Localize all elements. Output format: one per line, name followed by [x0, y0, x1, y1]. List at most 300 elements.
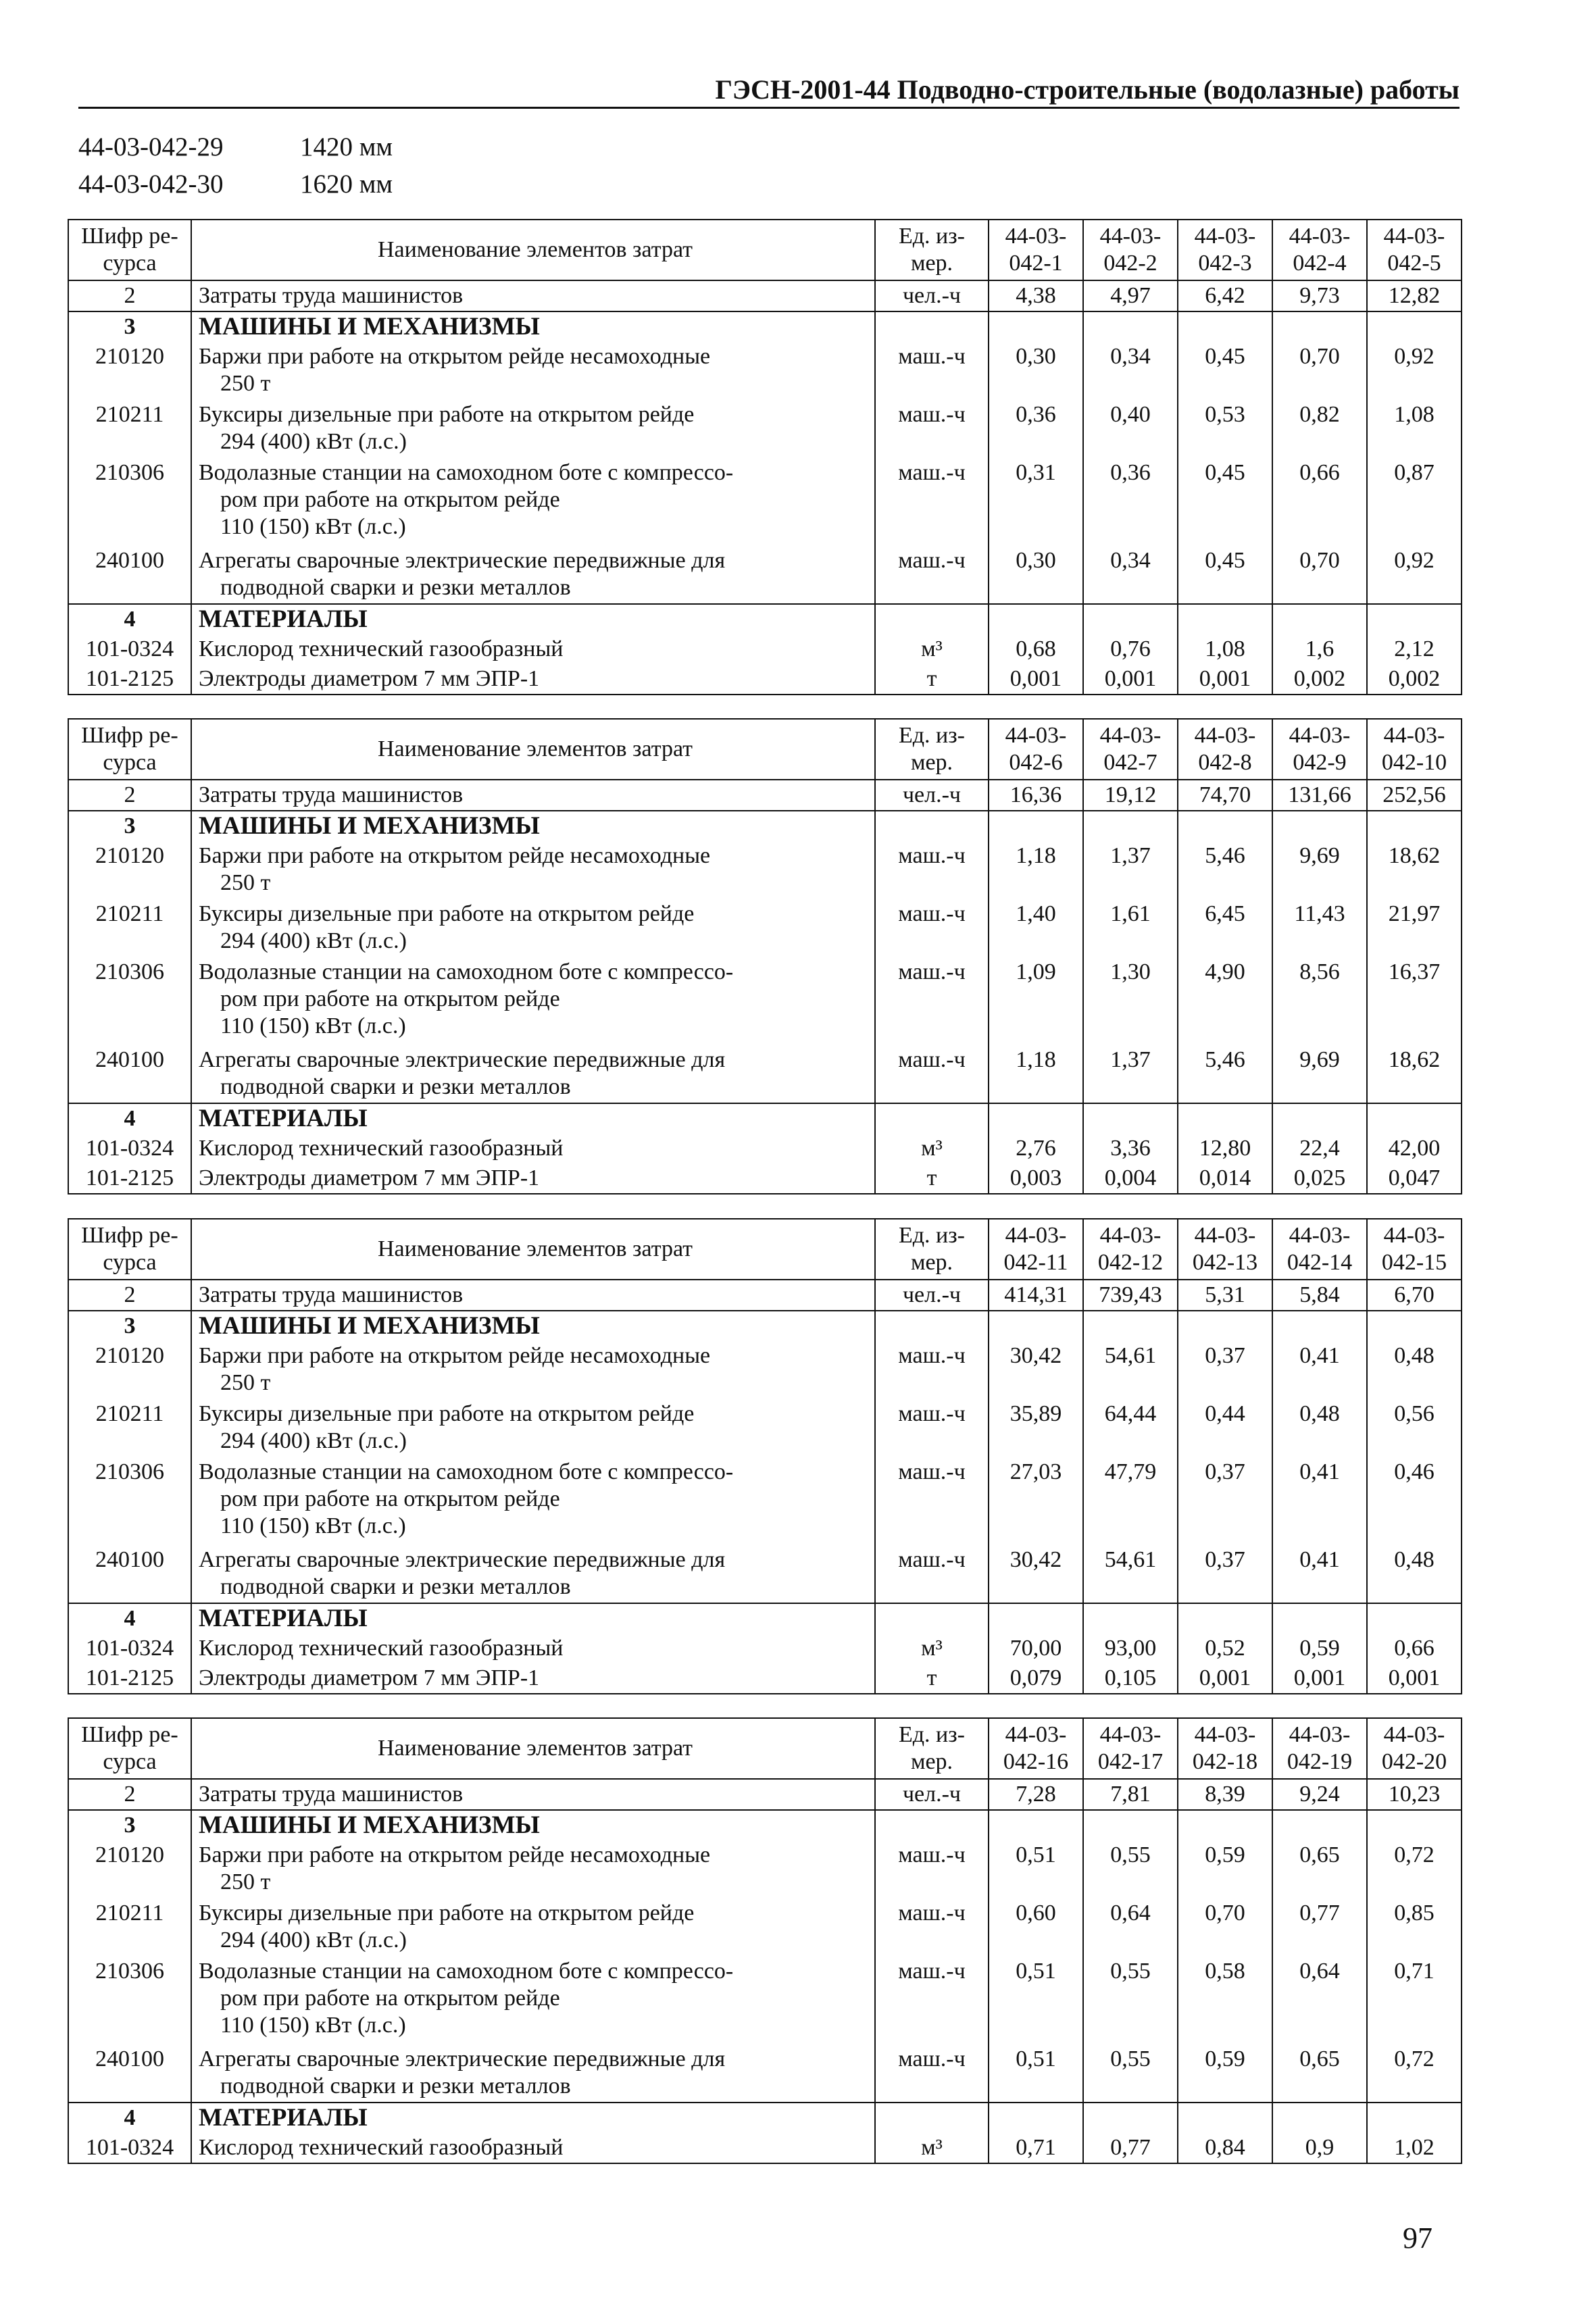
- value-cell: 35,89: [989, 1399, 1083, 1457]
- value-cell: 0,40: [1083, 400, 1178, 458]
- table-row: [68, 1779, 1462, 1810]
- table-row: [68, 1545, 1462, 1603]
- resource-code-cell: 101-2125: [68, 664, 191, 695]
- resource-code-cell: 2: [68, 1779, 191, 1810]
- value-cell: [1083, 1810, 1178, 1840]
- header-norm-code: 042-18: [1192, 1749, 1258, 1774]
- header-norm-code: 44-03-: [1099, 1722, 1162, 1747]
- header-name-cell: [191, 1718, 875, 1779]
- resource-name: Кислород технический газообразный: [199, 1636, 564, 1661]
- header-norm-cell: [1178, 220, 1272, 280]
- header-norm-code: 042-2: [1103, 251, 1157, 276]
- resource-name-continuation: 294 (400) кВт (л.с.): [220, 1428, 407, 1453]
- header-unit-label: Ед. из-: [898, 1722, 965, 1747]
- resource-code-cell: 101-0324: [68, 634, 191, 664]
- resource-name: Водолазные станции на самоходном боте с компрессо-: [199, 1959, 734, 1984]
- resource-name: Агрегаты сварочные электрические передвижные для: [199, 2046, 726, 2071]
- value-cell: 0,001: [1178, 664, 1272, 695]
- header-norm-code: 44-03-: [1194, 723, 1256, 748]
- unit-cell: [875, 1810, 989, 1840]
- header-norm-code: 042-6: [1009, 750, 1063, 775]
- header-norm-cell: [1272, 719, 1367, 780]
- value-cell: 0,30: [989, 546, 1083, 604]
- resource-name-cell: [191, 342, 875, 400]
- value-cell: [989, 604, 1083, 634]
- value-cell: 252,56: [1367, 780, 1462, 811]
- value-cell: 0,77: [1083, 2133, 1178, 2163]
- header-norm-cell: [1272, 1718, 1367, 1779]
- header-norm-cell: [989, 1718, 1083, 1779]
- value-cell: 0,003: [989, 1163, 1083, 1194]
- section-title-cell: [191, 1311, 875, 1341]
- value-cell: 0,51: [989, 1840, 1083, 1898]
- value-cell: 0,45: [1178, 546, 1272, 604]
- resource-code-cell: 101-2125: [68, 1163, 191, 1194]
- header-norm-code: 042-8: [1198, 750, 1252, 775]
- header-norm-cell: [989, 1219, 1083, 1280]
- value-cell: 1,61: [1083, 899, 1178, 957]
- norm-size: 1620 мм: [300, 170, 393, 199]
- header-code-cell: [68, 220, 191, 280]
- table-row: [68, 1280, 1462, 1311]
- table-row: [68, 400, 1462, 458]
- value-cell: [1083, 1311, 1178, 1341]
- unit-cell: маш.-ч: [875, 546, 989, 604]
- section-title-cell: [191, 1103, 875, 1134]
- header-norm-code: 44-03-: [1383, 1223, 1445, 1248]
- value-cell: 93,00: [1083, 1634, 1178, 1663]
- header-norm-cell: [1272, 220, 1367, 280]
- value-cell: [1367, 2103, 1462, 2133]
- header-norm-code: 44-03-: [1005, 1722, 1067, 1747]
- value-cell: [989, 311, 1083, 342]
- resource-name-continuation: ром при работе на открытом рейде: [220, 1986, 560, 2011]
- value-cell: 0,77: [1272, 1898, 1367, 1957]
- unit-cell: м³: [875, 1134, 989, 1163]
- header-unit-cell: [875, 220, 989, 280]
- header-norm-code: 44-03-: [1005, 224, 1067, 249]
- value-cell: [989, 2103, 1083, 2133]
- resource-code-cell: 210306: [68, 1457, 191, 1545]
- header-norm-code: 042-3: [1198, 251, 1252, 276]
- value-cell: [1272, 1810, 1367, 1840]
- table-row: [68, 2133, 1462, 2163]
- value-cell: 0,66: [1272, 458, 1367, 546]
- header-norm-cell: [1178, 1718, 1272, 1779]
- value-cell: [1178, 1603, 1272, 1634]
- value-cell: 0,92: [1367, 546, 1462, 604]
- resource-code-cell: 210120: [68, 1840, 191, 1898]
- section-row: [68, 2103, 1462, 2133]
- unit-cell: чел.-ч: [875, 280, 989, 311]
- header-norm-code: 042-19: [1287, 1749, 1353, 1774]
- value-cell: 0,55: [1083, 1840, 1178, 1898]
- value-cell: 0,45: [1178, 458, 1272, 546]
- running-header: ГЭСН-2001-44 Подводно-строительные (водолазные) работы: [715, 74, 1460, 105]
- value-cell: [1367, 1311, 1462, 1341]
- resource-name-continuation: 110 (150) кВт (л.с.): [220, 1013, 406, 1038]
- unit-cell: чел.-ч: [875, 1280, 989, 1311]
- value-cell: 21,97: [1367, 899, 1462, 957]
- value-cell: [1272, 2103, 1367, 2133]
- resource-name-cell: [191, 634, 875, 664]
- section-row: [68, 604, 1462, 634]
- value-cell: 54,61: [1083, 1545, 1178, 1603]
- header-norm-code: 042-15: [1381, 1250, 1447, 1275]
- resource-name-continuation: ром при работе на открытом рейде: [220, 1486, 560, 1511]
- value-cell: 74,70: [1178, 780, 1272, 811]
- value-cell: 6,42: [1178, 280, 1272, 311]
- table-row: [68, 1163, 1462, 1194]
- value-cell: 0,001: [1367, 1663, 1462, 1694]
- header-norm-cell: [1083, 1219, 1178, 1280]
- value-cell: 6,70: [1367, 1280, 1462, 1311]
- value-cell: 1,30: [1083, 957, 1178, 1045]
- value-cell: 1,37: [1083, 841, 1178, 899]
- value-cell: 3,36: [1083, 1134, 1178, 1163]
- resource-name-cell: [191, 2044, 875, 2103]
- resource-name-continuation: 110 (150) кВт (л.с.): [220, 514, 406, 539]
- section-title: МАШИНЫ И МЕХАНИЗМЫ: [199, 1811, 540, 1839]
- value-cell: 0,71: [1367, 1957, 1462, 2044]
- value-cell: 8,39: [1178, 1779, 1272, 1810]
- table-header-row: [68, 1718, 1462, 1779]
- header-rule: [78, 107, 1460, 109]
- resource-name-cell: [191, 899, 875, 957]
- unit-cell: маш.-ч: [875, 400, 989, 458]
- value-cell: 0,37: [1178, 1341, 1272, 1399]
- value-cell: 0,001: [1272, 1663, 1367, 1694]
- section-title-cell: [191, 1810, 875, 1840]
- header-name-cell: [191, 1219, 875, 1280]
- value-cell: 2,12: [1367, 634, 1462, 664]
- resource-name: Электроды диаметром 7 мм ЭПР-1: [199, 1665, 540, 1690]
- page-number: 97: [1403, 2221, 1432, 2255]
- header-norm-code: 042-16: [1003, 1749, 1069, 1774]
- resource-code-cell: 101-0324: [68, 1634, 191, 1663]
- table-row: [68, 1341, 1462, 1399]
- value-cell: 0,105: [1083, 1663, 1178, 1694]
- resource-name: Кислород технический газообразный: [199, 2135, 564, 2160]
- value-cell: 0,51: [989, 2044, 1083, 2103]
- header-norm-code: 44-03-: [1099, 224, 1162, 249]
- value-cell: 12,80: [1178, 1134, 1272, 1163]
- header-norm-code: 042-10: [1381, 750, 1447, 775]
- resource-name: Баржи при работе на открытом рейде несамоходные: [199, 1842, 711, 1867]
- header-norm-code: 042-13: [1192, 1250, 1258, 1275]
- value-cell: 0,41: [1272, 1341, 1367, 1399]
- value-cell: 0,65: [1272, 1840, 1367, 1898]
- header-norm-cell: [1367, 1718, 1462, 1779]
- value-cell: 131,66: [1272, 780, 1367, 811]
- header-norm-code: 44-03-: [1383, 224, 1445, 249]
- resource-name-cell: [191, 664, 875, 695]
- resource-name-continuation: 110 (150) кВт (л.с.): [220, 1513, 406, 1538]
- header-code-cell: [68, 719, 191, 780]
- header-norm-code: 44-03-: [1289, 224, 1351, 249]
- value-cell: [1178, 1311, 1272, 1341]
- norm-code-row: [78, 166, 393, 203]
- header-norm-code: 042-9: [1293, 750, 1347, 775]
- unit-cell: маш.-ч: [875, 1457, 989, 1545]
- value-cell: 5,31: [1178, 1280, 1272, 1311]
- resource-name: Затраты труда машинистов: [199, 283, 464, 308]
- resource-name: Кислород технический газообразный: [199, 1136, 564, 1161]
- value-cell: [1083, 1103, 1178, 1134]
- resource-table: [68, 1717, 1462, 2164]
- value-cell: 47,79: [1083, 1457, 1178, 1545]
- resource-code-cell: 240100: [68, 546, 191, 604]
- resource-name: Агрегаты сварочные электрические передвижные для: [199, 548, 726, 573]
- resource-table: [68, 219, 1462, 695]
- value-cell: 0,76: [1083, 634, 1178, 664]
- header-norm-cell: [1178, 1219, 1272, 1280]
- value-cell: 0,85: [1367, 1898, 1462, 1957]
- header-norm-code: 44-03-: [1099, 1223, 1162, 1248]
- header-norm-code: 042-5: [1387, 251, 1441, 276]
- resource-code-cell: 4: [68, 604, 191, 634]
- value-cell: 16,36: [989, 780, 1083, 811]
- section-title: МАШИНЫ И МЕХАНИЗМЫ: [199, 313, 540, 341]
- resource-name-continuation: 294 (400) кВт (л.с.): [220, 928, 407, 953]
- unit-cell: м³: [875, 2133, 989, 2163]
- value-cell: 30,42: [989, 1341, 1083, 1399]
- value-cell: 0,36: [1083, 458, 1178, 546]
- resource-name-cell: [191, 400, 875, 458]
- resource-name: Водолазные станции на самоходном боте с компрессо-: [199, 959, 734, 984]
- resource-code-cell: 101-0324: [68, 1134, 191, 1163]
- value-cell: [1083, 811, 1178, 841]
- value-cell: [989, 811, 1083, 841]
- norm-size: 1420 мм: [300, 132, 393, 161]
- header-name-cell: [191, 220, 875, 280]
- value-cell: [989, 1603, 1083, 1634]
- unit-cell: маш.-ч: [875, 2044, 989, 2103]
- value-cell: [989, 1810, 1083, 1840]
- resource-code-cell: 210211: [68, 1898, 191, 1957]
- unit-cell: маш.-ч: [875, 841, 989, 899]
- resource-name: Буксиры дизельные при работе на открытом рейде: [199, 402, 695, 427]
- value-cell: 0,58: [1178, 1957, 1272, 2044]
- resource-name-cell: [191, 1634, 875, 1663]
- value-cell: 7,28: [989, 1779, 1083, 1810]
- resource-code-cell: 240100: [68, 1045, 191, 1103]
- resource-name: Агрегаты сварочные электрические передвижные для: [199, 1047, 726, 1072]
- value-cell: 64,44: [1083, 1399, 1178, 1457]
- value-cell: 0,004: [1083, 1163, 1178, 1194]
- table-row: [68, 342, 1462, 400]
- resource-name-cell: [191, 841, 875, 899]
- resource-name-cell: [191, 957, 875, 1045]
- value-cell: 18,62: [1367, 841, 1462, 899]
- unit-cell: [875, 1103, 989, 1134]
- resource-table: [68, 718, 1462, 1194]
- header-code-label: Шифр ре-: [81, 723, 178, 748]
- resource-code-cell: 210120: [68, 342, 191, 400]
- resource-name-continuation: 250 т: [220, 1370, 271, 1395]
- value-cell: 0,59: [1178, 1840, 1272, 1898]
- unit-cell: маш.-ч: [875, 1399, 989, 1457]
- section-title-cell: [191, 2103, 875, 2133]
- unit-cell: [875, 604, 989, 634]
- section-title-cell: [191, 604, 875, 634]
- value-cell: [1272, 311, 1367, 342]
- header-code-label: сурса: [103, 1749, 157, 1774]
- header-norm-code: 042-12: [1097, 1250, 1164, 1275]
- table-row: [68, 841, 1462, 899]
- value-cell: 0,64: [1272, 1957, 1367, 2044]
- value-cell: 0,64: [1083, 1898, 1178, 1957]
- header-name-label: Наименование элементов затрат: [377, 1236, 693, 1261]
- value-cell: 9,69: [1272, 1045, 1367, 1103]
- unit-cell: маш.-ч: [875, 899, 989, 957]
- header-unit-label: мер.: [910, 750, 953, 775]
- value-cell: 0,001: [1178, 1663, 1272, 1694]
- table-row: [68, 664, 1462, 695]
- unit-cell: маш.-ч: [875, 1045, 989, 1103]
- value-cell: [1083, 2103, 1178, 2133]
- header-norm-code: 042-20: [1381, 1749, 1447, 1774]
- header-code-cell: [68, 1219, 191, 1280]
- resource-code-cell: 210306: [68, 1957, 191, 2044]
- header-norm-code: 042-4: [1293, 251, 1347, 276]
- header-code-label: Шифр ре-: [81, 1223, 178, 1248]
- value-cell: [1367, 1103, 1462, 1134]
- value-cell: 0,41: [1272, 1545, 1367, 1603]
- header-norm-cell: [1083, 1718, 1178, 1779]
- header-code-label: Шифр ре-: [81, 1722, 178, 1747]
- resource-name-continuation: 294 (400) кВт (л.с.): [220, 429, 407, 454]
- value-cell: 0,001: [1083, 664, 1178, 695]
- value-cell: 0,45: [1178, 342, 1272, 400]
- table-row: [68, 2044, 1462, 2103]
- resource-name: Буксиры дизельные при работе на открытом рейде: [199, 1401, 695, 1426]
- header-norm-code: 44-03-: [1289, 723, 1351, 748]
- value-cell: 0,31: [989, 458, 1083, 546]
- resource-code-cell: 210120: [68, 841, 191, 899]
- value-cell: 0,87: [1367, 458, 1462, 546]
- section-title-cell: [191, 311, 875, 342]
- value-cell: 8,56: [1272, 957, 1367, 1045]
- header-code-label: Шифр ре-: [81, 224, 178, 249]
- resource-name-cell: [191, 1840, 875, 1898]
- value-cell: [1272, 604, 1367, 634]
- unit-cell: [875, 811, 989, 841]
- header-norm-cell: [989, 220, 1083, 280]
- section-row: [68, 1311, 1462, 1341]
- value-cell: 0,70: [1272, 342, 1367, 400]
- unit-cell: маш.-ч: [875, 1341, 989, 1399]
- header-norm-code: 042-1: [1009, 251, 1063, 276]
- resource-name-continuation: подводной сварки и резки металлов: [220, 2073, 571, 2098]
- value-cell: 0,001: [989, 664, 1083, 695]
- header-norm-cell: [1367, 220, 1462, 280]
- value-cell: 739,43: [1083, 1280, 1178, 1311]
- header-norm-cell: [1178, 719, 1272, 780]
- resource-name: Электроды диаметром 7 мм ЭПР-1: [199, 666, 540, 691]
- resource-name-cell: [191, 458, 875, 546]
- resource-table: [68, 1218, 1462, 1694]
- resource-name: Буксиры дизельные при работе на открытом рейде: [199, 901, 695, 926]
- value-cell: 0,002: [1367, 664, 1462, 695]
- unit-cell: т: [875, 1163, 989, 1194]
- value-cell: 0,51: [989, 1957, 1083, 2044]
- header-norm-code: 44-03-: [1289, 1722, 1351, 1747]
- table-row: [68, 1134, 1462, 1163]
- unit-cell: т: [875, 1663, 989, 1694]
- resource-name-cell: [191, 1545, 875, 1603]
- value-cell: 0,65: [1272, 2044, 1367, 2103]
- table-row: [68, 280, 1462, 311]
- header-norm-cell: [989, 719, 1083, 780]
- table-row: [68, 1457, 1462, 1545]
- resource-name-cell: [191, 280, 875, 311]
- value-cell: 0,59: [1272, 1634, 1367, 1663]
- value-cell: 0,70: [1178, 1898, 1272, 1957]
- resource-name: Затраты труда машинистов: [199, 1282, 464, 1307]
- resource-name-continuation: ром при работе на открытом рейде: [220, 986, 560, 1011]
- value-cell: 0,9: [1272, 2133, 1367, 2163]
- value-cell: 1,02: [1367, 2133, 1462, 2163]
- value-cell: [1178, 811, 1272, 841]
- unit-cell: маш.-ч: [875, 957, 989, 1045]
- value-cell: 42,00: [1367, 1134, 1462, 1163]
- value-cell: 0,60: [989, 1898, 1083, 1957]
- value-cell: 0,48: [1367, 1341, 1462, 1399]
- header-code-label: сурса: [103, 251, 157, 276]
- value-cell: 54,61: [1083, 1341, 1178, 1399]
- header-unit-cell: [875, 1219, 989, 1280]
- value-cell: [1367, 1810, 1462, 1840]
- header-norm-code: 042-11: [1003, 1250, 1068, 1275]
- resource-code-cell: 101-0324: [68, 2133, 191, 2163]
- resource-name-cell: [191, 1163, 875, 1194]
- header-name-cell: [191, 719, 875, 780]
- value-cell: 1,6: [1272, 634, 1367, 664]
- resource-name-cell: [191, 1399, 875, 1457]
- resource-name-cell: [191, 780, 875, 811]
- unit-cell: [875, 1603, 989, 1634]
- unit-cell: маш.-ч: [875, 1957, 989, 2044]
- value-cell: 5,84: [1272, 1280, 1367, 1311]
- value-cell: 1,18: [989, 841, 1083, 899]
- table-row: [68, 1634, 1462, 1663]
- section-title-cell: [191, 1603, 875, 1634]
- value-cell: 9,73: [1272, 280, 1367, 311]
- value-cell: 7,81: [1083, 1779, 1178, 1810]
- unit-cell: [875, 2103, 989, 2133]
- resource-name-continuation: 294 (400) кВт (л.с.): [220, 1928, 407, 1953]
- resource-name: Баржи при работе на открытом рейде несамоходные: [199, 344, 711, 369]
- table-row: [68, 899, 1462, 957]
- table-row: [68, 957, 1462, 1045]
- value-cell: 0,82: [1272, 400, 1367, 458]
- value-cell: 70,00: [989, 1634, 1083, 1663]
- resource-code-cell: 4: [68, 1103, 191, 1134]
- norm-code: 44-03-042-30: [78, 170, 224, 199]
- header-code-cell: [68, 1718, 191, 1779]
- section-row: [68, 1103, 1462, 1134]
- value-cell: 0,37: [1178, 1457, 1272, 1545]
- value-cell: [1178, 1810, 1272, 1840]
- resource-code-cell: 2: [68, 1280, 191, 1311]
- header-norm-cell: [1367, 1219, 1462, 1280]
- resource-name: Баржи при работе на открытом рейде несамоходные: [199, 1343, 711, 1368]
- unit-cell: т: [875, 664, 989, 695]
- resource-code-cell: 4: [68, 2103, 191, 2133]
- unit-cell: маш.-ч: [875, 342, 989, 400]
- header-unit-cell: [875, 719, 989, 780]
